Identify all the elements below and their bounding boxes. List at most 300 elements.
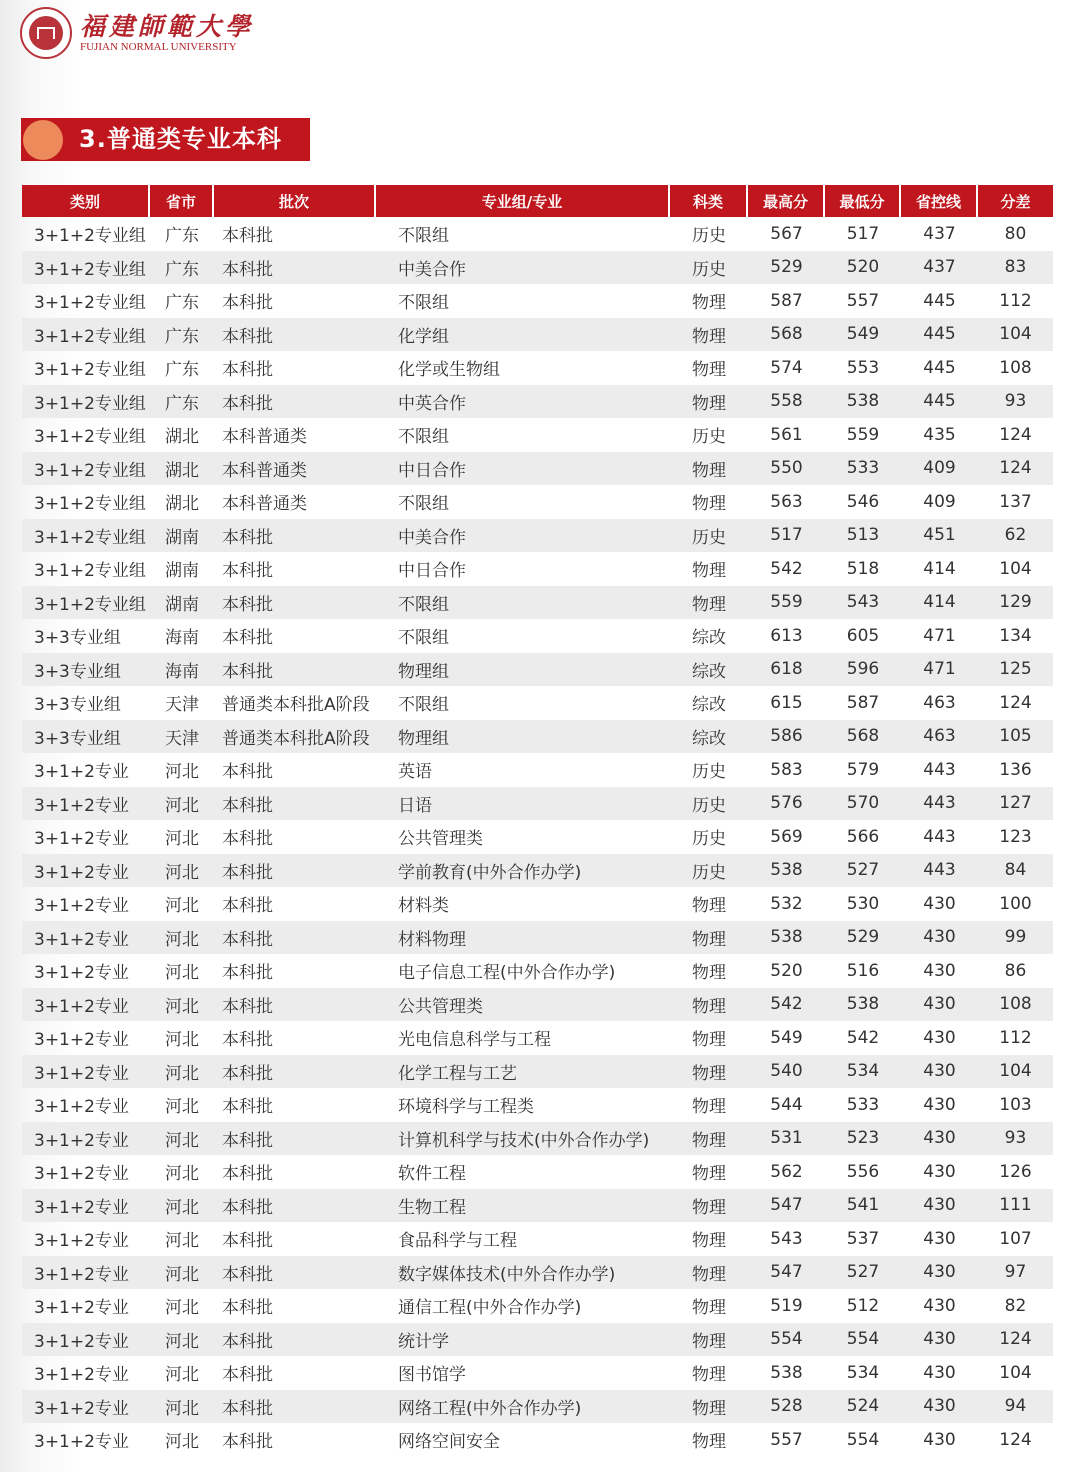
score-diff-cell: 99 (978, 921, 1053, 955)
min-score-cell: 596 (825, 653, 901, 687)
max-score-cell: 550 (748, 452, 825, 486)
batch-cell: 本科批 (222, 1365, 273, 1386)
max-score-cell: 544 (770, 1094, 803, 1115)
score-diff-cell: 136 (999, 759, 1032, 780)
min-score-cell: 534 (825, 1055, 901, 1089)
column-max-score: 最高分 (748, 185, 825, 217)
column-control-line: 省控线 (901, 185, 978, 217)
orange-circle-icon (23, 120, 63, 160)
max-score-cell: 517 (748, 519, 825, 553)
province-cell: 河北 (165, 896, 199, 917)
table-row (22, 1189, 1053, 1223)
subject-cell: 历史 (692, 226, 726, 247)
score-diff-cell: 129 (978, 586, 1053, 620)
subject-cell: 物理 (670, 988, 748, 1022)
min-score-cell: 605 (846, 625, 880, 646)
province-cell: 湖北 (150, 452, 214, 486)
min-score-cell: 579 (846, 759, 880, 780)
batch-cell: 本科批 (214, 1189, 376, 1223)
min-score-cell: 554 (825, 1323, 901, 1357)
logo-english-name: FUJIAN NORMAL UNIVERSITY (80, 40, 237, 53)
major-cell: 材料物理 (376, 921, 670, 955)
score-diff-cell: 100 (999, 893, 1032, 914)
major-cell: 计算机科学与技术(中外合作办学) (376, 1122, 670, 1156)
province-cell: 河北 (165, 1432, 199, 1453)
min-score-cell: 523 (825, 1122, 901, 1156)
subject-cell: 综改 (670, 720, 748, 754)
min-score-cell: 542 (846, 1027, 880, 1048)
table-row (22, 787, 1053, 821)
category-cell: 3+1+2专业 (34, 1231, 129, 1252)
control-line-cell: 409 (901, 452, 978, 486)
major-cell: 网络工程(中外合作办学) (376, 1390, 670, 1424)
control-line-cell: 463 (901, 720, 978, 754)
table-row (22, 753, 1053, 787)
batch-cell: 本科批 (222, 561, 273, 582)
column-major: 专业组/专业 (376, 185, 670, 217)
batch-cell: 本科批 (222, 1164, 273, 1185)
province-cell: 广东 (165, 360, 199, 381)
control-line-cell: 414 (923, 558, 956, 579)
control-line-cell: 430 (901, 921, 978, 955)
subject-cell: 物理 (670, 1323, 748, 1357)
major-cell: 电子信息工程(中外合作办学) (398, 963, 616, 984)
subject-cell: 物理 (692, 360, 726, 381)
control-line-cell: 435 (923, 424, 956, 445)
max-score-cell: 586 (748, 720, 825, 754)
province-cell: 河北 (165, 1298, 199, 1319)
score-diff-cell: 84 (978, 854, 1053, 888)
score-diff-cell: 105 (978, 720, 1053, 754)
subject-cell: 物理 (670, 1055, 748, 1089)
column-subject: 科类 (670, 185, 748, 217)
category-cell: 3+1+2专业组 (22, 519, 150, 553)
table-row (22, 418, 1053, 452)
province-cell: 河北 (150, 1055, 214, 1089)
province-cell: 河北 (165, 829, 199, 850)
table-row (22, 1088, 1053, 1122)
table-row (22, 351, 1053, 385)
category-cell: 3+1+2专业 (34, 1030, 129, 1051)
table-row (22, 988, 1053, 1022)
control-line-cell: 451 (901, 519, 978, 553)
category-cell: 3+3专业组 (22, 720, 150, 754)
max-score-cell: 547 (748, 1256, 825, 1290)
major-cell: 日语 (376, 787, 670, 821)
category-cell: 3+1+2专业组 (22, 318, 150, 352)
max-score-cell: 554 (748, 1323, 825, 1357)
major-cell: 不限组 (398, 226, 449, 247)
max-score-cell: 563 (770, 491, 803, 512)
table-row (22, 1155, 1053, 1189)
min-score-cell: 534 (846, 1362, 880, 1383)
category-cell: 3+1+2专业 (22, 988, 150, 1022)
major-cell: 学前教育(中外合作办学) (376, 854, 670, 888)
subject-cell: 物理 (670, 385, 748, 419)
section-title-banner (21, 118, 310, 161)
major-cell: 公共管理类 (376, 988, 670, 1022)
province-cell: 河北 (165, 1097, 199, 1118)
major-cell: 软件工程 (398, 1164, 466, 1185)
control-line-cell: 414 (901, 586, 978, 620)
min-score-cell: 538 (825, 988, 901, 1022)
control-line-cell: 430 (901, 1390, 978, 1424)
table-row (22, 385, 1053, 419)
logo-chinese-name: 福建師範大學 (80, 11, 255, 41)
max-score-cell: 543 (770, 1228, 803, 1249)
table-row (22, 284, 1053, 318)
control-line-cell: 430 (923, 1094, 956, 1115)
major-cell: 环境科学与工程类 (398, 1097, 534, 1118)
batch-cell: 本科普通类 (222, 494, 307, 515)
control-line-cell: 471 (901, 653, 978, 687)
table-row (22, 485, 1053, 519)
major-cell: 物理组 (376, 653, 670, 687)
score-diff-cell: 93 (978, 385, 1053, 419)
control-line-cell: 430 (923, 1161, 956, 1182)
score-diff-cell: 104 (999, 558, 1032, 579)
category-cell: 3+3专业组 (22, 653, 150, 687)
control-line-cell: 430 (901, 1122, 978, 1156)
score-diff-cell: 107 (999, 1228, 1032, 1249)
max-score-cell: 528 (748, 1390, 825, 1424)
batch-cell: 本科普通类 (222, 427, 307, 448)
score-diff-cell: 124 (978, 452, 1053, 486)
batch-cell: 本科批 (222, 896, 273, 917)
batch-cell: 本科批 (214, 787, 376, 821)
subject-cell: 物理 (692, 1432, 726, 1453)
major-cell: 化学组 (376, 318, 670, 352)
min-score-cell: 557 (846, 290, 880, 311)
min-score-cell: 559 (846, 424, 880, 445)
max-score-cell: 557 (770, 1429, 803, 1450)
batch-cell: 本科批 (222, 1030, 273, 1051)
min-score-cell: 513 (825, 519, 901, 553)
control-line-cell: 430 (901, 1189, 978, 1223)
province-cell: 河北 (165, 1365, 199, 1386)
batch-cell: 本科批 (222, 762, 273, 783)
max-score-cell: 558 (748, 385, 825, 419)
min-score-cell: 524 (825, 1390, 901, 1424)
score-diff-cell: 124 (999, 1429, 1032, 1450)
province-cell: 海南 (150, 653, 214, 687)
control-line-cell: 430 (901, 1256, 978, 1290)
batch-cell: 本科普通类 (214, 452, 376, 486)
column-category: 类别 (22, 185, 150, 217)
table-row (22, 519, 1053, 553)
subject-cell: 综改 (692, 695, 726, 716)
batch-cell: 本科批 (214, 251, 376, 285)
table-row (22, 619, 1053, 653)
score-diff-cell: 123 (999, 826, 1032, 847)
min-score-cell: 529 (825, 921, 901, 955)
control-line-cell: 445 (923, 290, 956, 311)
category-cell: 3+1+2专业组 (34, 427, 146, 448)
major-cell: 中英合作 (376, 385, 670, 419)
category-cell: 3+1+2专业 (34, 1365, 129, 1386)
min-score-cell: 516 (846, 960, 880, 981)
province-cell: 河北 (165, 1030, 199, 1051)
table-row (22, 251, 1053, 285)
subject-cell: 物理 (670, 1189, 748, 1223)
batch-cell: 本科批 (214, 586, 376, 620)
province-cell: 湖南 (165, 561, 199, 582)
control-line-cell: 445 (901, 318, 978, 352)
max-score-cell: 561 (770, 424, 803, 445)
max-score-cell: 520 (770, 960, 803, 981)
category-cell: 3+1+2专业 (34, 1432, 129, 1453)
category-cell: 3+1+2专业 (22, 1390, 150, 1424)
subject-cell: 物理 (670, 318, 748, 352)
control-line-cell: 445 (901, 385, 978, 419)
control-line-cell: 430 (923, 960, 956, 981)
category-cell: 3+1+2专业 (22, 921, 150, 955)
max-score-cell: 569 (770, 826, 803, 847)
batch-cell: 本科批 (214, 653, 376, 687)
province-cell: 天津 (165, 695, 199, 716)
control-line-cell: 430 (923, 1295, 956, 1316)
min-score-cell: 527 (825, 854, 901, 888)
max-score-cell: 531 (748, 1122, 825, 1156)
batch-cell: 本科批 (214, 988, 376, 1022)
table-row (22, 887, 1053, 921)
min-score-cell: 587 (846, 692, 880, 713)
control-line-cell: 430 (901, 988, 978, 1022)
batch-cell: 本科批 (222, 628, 273, 649)
major-cell: 生物工程 (376, 1189, 670, 1223)
batch-cell: 本科批 (222, 293, 273, 314)
batch-cell: 本科批 (214, 519, 376, 553)
category-cell: 3+1+2专业组 (22, 452, 150, 486)
max-score-cell: 618 (748, 653, 825, 687)
table-row (22, 954, 1053, 988)
subject-cell: 综改 (670, 653, 748, 687)
batch-cell: 本科批 (214, 1256, 376, 1290)
subject-cell: 物理 (692, 494, 726, 515)
major-cell: 不限组 (376, 586, 670, 620)
category-cell: 3+1+2专业组 (22, 586, 150, 620)
min-score-cell: 533 (825, 452, 901, 486)
control-line-cell: 430 (923, 1362, 956, 1383)
batch-cell: 本科批 (214, 921, 376, 955)
score-diff-cell: 86 (1004, 960, 1027, 981)
score-diff-cell: 104 (978, 1055, 1053, 1089)
column-batch: 批次 (214, 185, 376, 217)
batch-cell: 本科批 (222, 360, 273, 381)
major-cell: 不限组 (398, 628, 449, 649)
table-row (22, 586, 1053, 620)
table-row (22, 1423, 1053, 1457)
max-score-cell: 583 (770, 759, 803, 780)
batch-cell: 本科批 (222, 1298, 273, 1319)
max-score-cell: 576 (748, 787, 825, 821)
score-diff-cell: 108 (999, 357, 1032, 378)
category-cell: 3+1+2专业 (34, 1298, 129, 1319)
category-cell: 3+1+2专业 (34, 1164, 129, 1185)
score-diff-cell: 94 (978, 1390, 1053, 1424)
major-cell: 不限组 (398, 293, 449, 314)
subject-cell: 物理 (692, 963, 726, 984)
min-score-cell: 518 (846, 558, 880, 579)
subject-cell: 综改 (692, 628, 726, 649)
min-score-cell: 520 (825, 251, 901, 285)
max-score-cell: 562 (770, 1161, 803, 1182)
batch-cell: 本科批 (222, 1097, 273, 1118)
max-score-cell: 587 (770, 290, 803, 311)
score-diff-cell: 62 (978, 519, 1053, 553)
control-line-cell: 430 (923, 1429, 956, 1450)
subject-cell: 历史 (692, 762, 726, 783)
table-header-row (22, 185, 1053, 217)
max-score-cell: 542 (748, 988, 825, 1022)
control-line-cell: 463 (923, 692, 956, 713)
max-score-cell: 568 (748, 318, 825, 352)
subject-cell: 物理 (692, 1097, 726, 1118)
major-cell: 中日合作 (376, 452, 670, 486)
province-cell: 河北 (150, 988, 214, 1022)
max-score-cell: 567 (770, 223, 803, 244)
category-cell: 3+1+2专业 (34, 762, 129, 783)
category-cell: 3+1+2专业 (34, 896, 129, 917)
max-score-cell: 540 (748, 1055, 825, 1089)
table-row (22, 720, 1053, 754)
subject-cell: 物理 (670, 1122, 748, 1156)
min-score-cell: 527 (825, 1256, 901, 1290)
min-score-cell: 517 (846, 223, 880, 244)
province-cell: 广东 (165, 293, 199, 314)
major-cell: 中美合作 (376, 251, 670, 285)
table-row (22, 452, 1053, 486)
control-line-cell: 471 (923, 625, 956, 646)
province-cell: 河北 (150, 787, 214, 821)
score-diff-cell: 97 (978, 1256, 1053, 1290)
province-cell: 河北 (150, 1189, 214, 1223)
control-line-cell: 437 (901, 251, 978, 285)
max-score-cell: 542 (770, 558, 803, 579)
subject-cell: 物理 (692, 1030, 726, 1051)
control-line-cell: 430 (901, 1323, 978, 1357)
min-score-cell: 533 (846, 1094, 880, 1115)
category-cell: 3+1+2专业 (34, 829, 129, 850)
subject-cell: 物理 (692, 1231, 726, 1252)
max-score-cell: 538 (748, 921, 825, 955)
major-cell: 数字媒体技术(中外合作办学) (376, 1256, 670, 1290)
province-cell: 河北 (165, 1164, 199, 1185)
score-diff-cell: 124 (978, 1323, 1053, 1357)
table-row (22, 1222, 1053, 1256)
control-line-cell: 443 (901, 854, 978, 888)
major-cell: 物理组 (376, 720, 670, 754)
control-line-cell: 430 (901, 1055, 978, 1089)
table-row (22, 653, 1053, 687)
category-cell: 3+3专业组 (34, 695, 121, 716)
major-cell: 图书馆学 (398, 1365, 466, 1386)
score-diff-cell: 124 (999, 692, 1032, 713)
score-diff-cell: 126 (999, 1161, 1032, 1182)
control-line-cell: 443 (923, 826, 956, 847)
major-cell: 统计学 (376, 1323, 670, 1357)
column-score-diff: 分差 (978, 185, 1053, 217)
category-cell: 3+1+2专业组 (34, 561, 146, 582)
major-cell: 不限组 (398, 695, 449, 716)
major-cell: 网络空间安全 (398, 1432, 500, 1453)
province-cell: 湖南 (150, 586, 214, 620)
min-score-cell: 537 (846, 1228, 880, 1249)
min-score-cell: 549 (825, 318, 901, 352)
admission-scores-table (22, 185, 1053, 1457)
batch-cell: 本科批 (222, 1432, 273, 1453)
control-line-cell: 445 (923, 357, 956, 378)
min-score-cell: 570 (825, 787, 901, 821)
max-score-cell: 559 (748, 586, 825, 620)
province-cell: 天津 (150, 720, 214, 754)
score-diff-cell: 104 (999, 1362, 1032, 1383)
batch-cell: 本科批 (222, 226, 273, 247)
major-cell: 中日合作 (398, 561, 466, 582)
score-diff-cell: 80 (1004, 223, 1027, 244)
subject-cell: 历史 (692, 829, 726, 850)
table-row (22, 1289, 1053, 1323)
subject-cell: 物理 (670, 921, 748, 955)
control-line-cell: 437 (923, 223, 956, 244)
max-score-cell: 529 (748, 251, 825, 285)
batch-cell: 本科批 (214, 1390, 376, 1424)
min-score-cell: 554 (846, 1429, 880, 1450)
province-cell: 河北 (150, 921, 214, 955)
province-cell: 河北 (150, 1256, 214, 1290)
score-diff-cell: 112 (999, 1027, 1032, 1048)
province-cell: 河北 (165, 762, 199, 783)
major-cell: 光电信息科学与工程 (398, 1030, 551, 1051)
score-diff-cell: 112 (999, 290, 1032, 311)
control-line-cell: 409 (923, 491, 956, 512)
province-cell: 海南 (165, 628, 199, 649)
table-row (22, 552, 1053, 586)
min-score-cell: 568 (825, 720, 901, 754)
min-score-cell: 566 (846, 826, 880, 847)
table-row (22, 921, 1053, 955)
university-emblem-icon (20, 7, 72, 59)
category-cell: 3+1+2专业 (22, 787, 150, 821)
category-cell: 3+1+2专业组 (34, 494, 146, 515)
province-cell: 广东 (150, 318, 214, 352)
max-score-cell: 613 (770, 625, 803, 646)
table-row (22, 1055, 1053, 1089)
table-row (22, 1122, 1053, 1156)
province-cell: 河北 (150, 1122, 214, 1156)
max-score-cell: 547 (748, 1189, 825, 1223)
section-title: 3.普通类专业本科 (79, 125, 282, 153)
province-cell: 广东 (165, 226, 199, 247)
control-line-cell: 430 (923, 893, 956, 914)
category-cell: 3+1+2专业组 (22, 251, 150, 285)
category-cell: 3+1+2专业 (34, 1097, 129, 1118)
category-cell: 3+1+2专业组 (34, 360, 146, 381)
column-province: 省市 (150, 185, 214, 217)
province-cell: 河北 (150, 854, 214, 888)
province-cell: 广东 (150, 385, 214, 419)
table-row (22, 1021, 1053, 1055)
category-cell: 3+1+2专业 (22, 1189, 150, 1223)
batch-cell: 本科批 (214, 1122, 376, 1156)
province-cell: 广东 (150, 251, 214, 285)
university-logo (20, 6, 254, 60)
category-cell: 3+1+2专业 (22, 1055, 150, 1089)
subject-cell: 物理 (670, 1390, 748, 1424)
subject-cell: 历史 (670, 787, 748, 821)
table-row (22, 217, 1053, 251)
major-cell: 化学工程与工艺 (376, 1055, 670, 1089)
